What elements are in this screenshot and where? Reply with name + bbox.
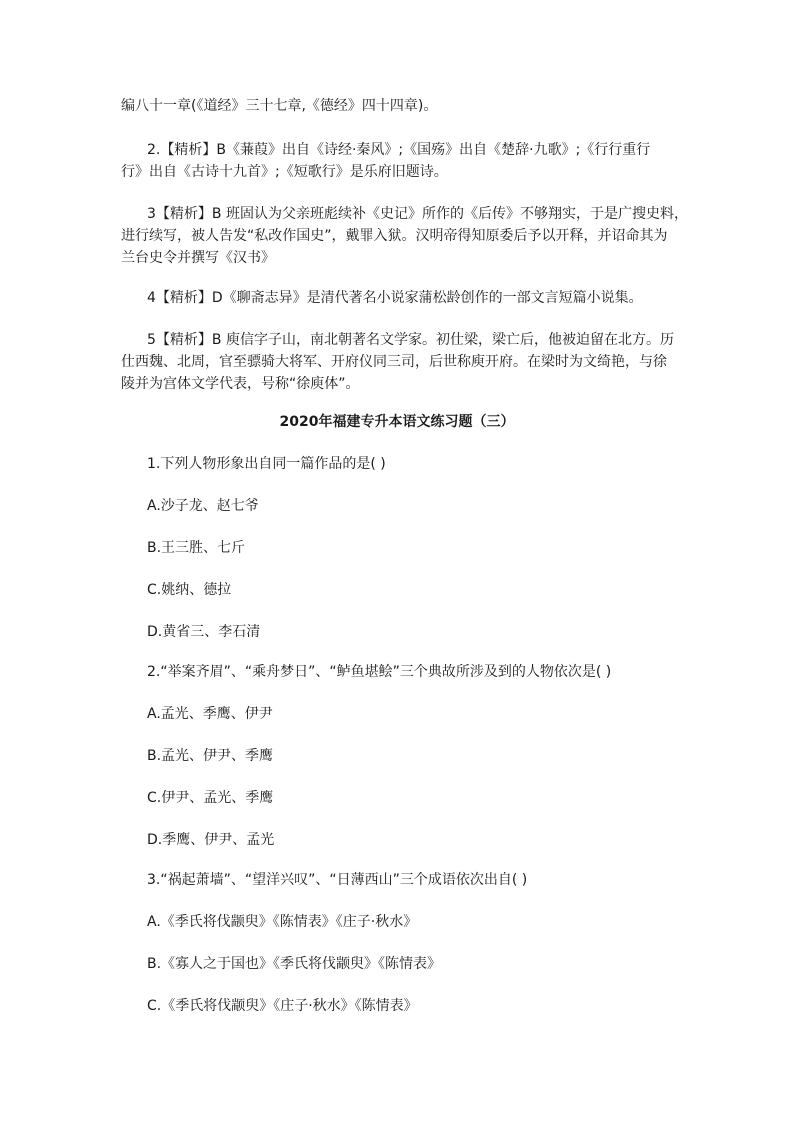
question-1-option-a: A.沙子龙、赵七爷 xyxy=(147,498,259,514)
question-2: 2.“举案齐眉”、“乘舟梦日”、“鲈鱼堪鲙”三个典故所涉及到的人物依次是( ) xyxy=(147,664,612,680)
question-2-option-b: B.孟光、伊尹、季鹰 xyxy=(147,748,274,764)
question-2-option-c: C.伊尹、孟光、季鹰 xyxy=(147,790,274,806)
question-3-option-b: B.《寡人之于国也》《季氏将伐颛臾》《陈情表》 xyxy=(147,956,442,972)
question-3-option-c: C.《季氏将伐颛臾》《庄子·秋水》《陈情表》 xyxy=(147,998,418,1014)
question-1-option-d: D.黄省三、李石清 xyxy=(147,624,261,640)
question-1-option-c: C.姚纳、德拉 xyxy=(147,582,232,598)
answer-5-line-2: 仕西魏、北周，官至骠骑大将军、开府仪同三司，后世称庾开府。在梁时为文绮艳，与徐 xyxy=(121,354,667,370)
answer-4-line-1: 4【精析】D《聊斋志异》是清代著名小说家蒲松龄创作的一部文言短篇小说集。 xyxy=(147,290,643,306)
question-2-option-d: D.季鹰、伊尹、孟光 xyxy=(147,832,275,848)
answer-1-continuation: 编八十一章(《道经》三十七章,《德经》四十四章)。 xyxy=(121,98,438,114)
answer-3-line-1: 3【精析】B 班固认为父亲班彪续补《史记》所作的《后传》不够翔实，于是广搜史料， xyxy=(147,206,688,222)
answer-5-line-3: 陵并为宫体文学代表，号称“徐庾体”。 xyxy=(121,376,360,392)
answer-2-line-2: 行》出自《古诗十九首》;《短歌行》是乐府旧题诗。 xyxy=(121,164,448,180)
answer-5-line-1: 5【精析】B 庾信字子山，南北朝著名文学家。初仕梁，梁亡后，他被迫留在北方。历 xyxy=(147,332,674,348)
answer-3-line-3: 兰台史令并撰写《汉书》 xyxy=(121,250,275,266)
answer-2-line-1: 2.【精析】B《蒹葭》出自《诗经·秦风》;《国殇》出自《楚辞·九歌》;《行行重行 xyxy=(147,142,651,158)
question-3: 3.“祸起萧墙”、“望洋兴叹”、“日薄西山”三个成语依次出自( ) xyxy=(147,872,528,888)
section-title: 2020年福建专升本语文练习题（三） xyxy=(279,414,515,430)
question-2-option-a: A.孟光、季鹰、伊尹 xyxy=(147,706,273,722)
answer-3-line-2: 进行续写，被人告发“私改作国史”，戴罪入狱。汉明帝得知原委后予以开释，并诏命其为 xyxy=(121,228,668,244)
question-1-option-b: B.王三胜、七斤 xyxy=(147,540,246,556)
question-3-option-a: A.《季氏将伐颛臾》《陈情表》《庄子·秋水》 xyxy=(147,914,418,930)
question-1: 1.下列人物形象出自同一篇作品的是( ) xyxy=(147,456,386,472)
